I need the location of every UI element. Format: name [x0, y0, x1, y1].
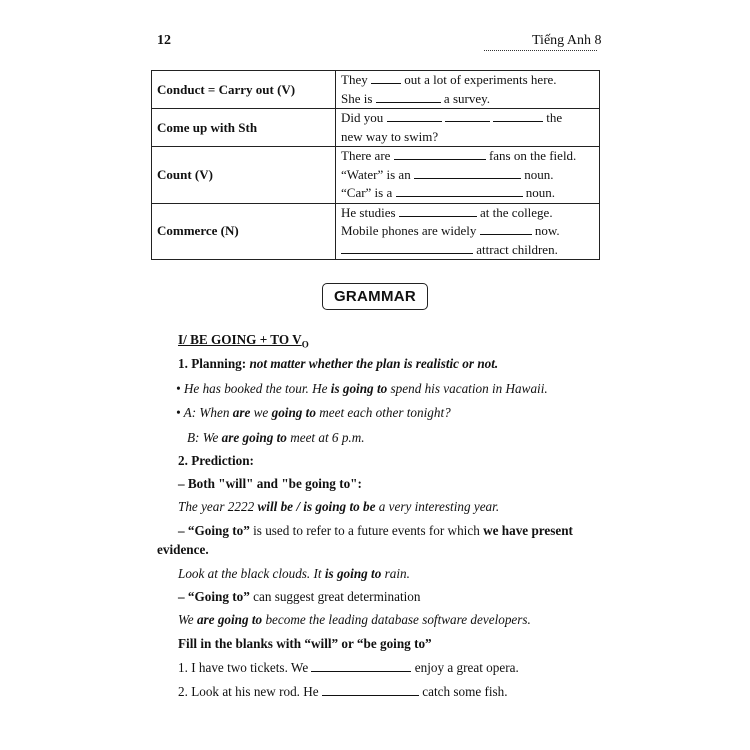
- sentence-text: fans on the field.: [488, 148, 577, 163]
- answer-blank[interactable]: [322, 684, 419, 696]
- example-sentence: [341, 184, 599, 203]
- question-2: 2. Look at his new rod. He catch some fish.: [178, 684, 508, 699]
- example-sentence: [341, 71, 599, 90]
- example-sentence: [341, 166, 599, 185]
- vocab-row: [152, 147, 600, 204]
- example-6: We are going to become the leading database software developers.: [178, 612, 531, 627]
- answer-blank[interactable]: [311, 660, 411, 672]
- answer-blank[interactable]: [396, 185, 523, 197]
- example-sentence: [341, 222, 599, 241]
- sentence-text: attract children.: [476, 241, 558, 257]
- vocab-examples: [336, 147, 600, 204]
- vocab-examples: [336, 71, 600, 109]
- example-sentence: [341, 90, 599, 109]
- sentence-text: “Water” is an: [341, 166, 411, 182]
- answer-blank[interactable]: [414, 167, 521, 179]
- vocab-row: [152, 203, 600, 260]
- both-label: – Both "will" and "be going to":: [178, 476, 362, 491]
- vocab-word: Come up with Sth: [152, 109, 336, 147]
- example-sentence: [341, 109, 599, 128]
- answer-blank[interactable]: [493, 110, 543, 122]
- answer-blank[interactable]: [387, 110, 442, 122]
- vocab-word: Count (V): [152, 147, 336, 204]
- example-5: Look at the black clouds. It is going to rain.: [178, 566, 410, 581]
- sentence-text: “Car” is a: [341, 185, 393, 200]
- grammar-title-box: GRAMMAR: [322, 283, 428, 310]
- header-rule: [484, 50, 597, 51]
- evidence-line-end: evidence.: [157, 542, 209, 557]
- sentence-text: He studies: [341, 204, 396, 220]
- answer-blank[interactable]: [445, 110, 490, 122]
- example-1: • He has booked the tour. He is going to spend his vacation in Hawaii.: [176, 381, 548, 396]
- answer-blank[interactable]: [480, 223, 532, 235]
- example-sentence: [341, 204, 599, 223]
- sentence-text: the: [546, 110, 563, 125]
- sentence-text: at the college.: [480, 204, 553, 220]
- sentence-text: noun.: [525, 185, 556, 200]
- sentence-text: There are: [341, 148, 391, 163]
- answer-blank[interactable]: [371, 72, 401, 84]
- vocab-row: [152, 109, 600, 147]
- answer-blank[interactable]: [399, 205, 477, 217]
- example-sentence: [341, 241, 599, 260]
- book-title: Tiếng Anh 8: [532, 33, 602, 48]
- example-sentence: [341, 128, 599, 147]
- sentence-text: noun.: [524, 166, 554, 182]
- answer-blank[interactable]: [341, 242, 473, 254]
- vocab-examples: [336, 203, 600, 260]
- example-3: B: We are going to meet at 6 p.m.: [187, 430, 365, 445]
- vocab-examples: [336, 109, 600, 147]
- sentence-text: a survey.: [443, 90, 491, 106]
- exercise-title: Fill in the blanks with “will” or “be going to”: [178, 636, 432, 651]
- sentence-text: Mobile phones are widely: [341, 223, 477, 238]
- page-number: 12: [157, 33, 171, 48]
- answer-blank[interactable]: [376, 91, 441, 103]
- answer-blank[interactable]: [394, 148, 486, 160]
- vocab-row: [152, 71, 600, 109]
- section-heading: I/ BE GOING + TO $V_O$: [178, 332, 309, 350]
- sentence-text: She is: [341, 90, 373, 106]
- determination-line: – “Going to” can suggest great determination: [178, 589, 421, 604]
- planning-line: 1. Planning: not matter whether the plan is realistic or not.: [178, 356, 499, 371]
- example-sentence: [341, 147, 599, 166]
- example-2: • A: When are we going to meet each other tonight?: [176, 405, 451, 420]
- sentence-text: new way to swim?: [341, 128, 439, 144]
- sentence-text: They: [341, 72, 368, 87]
- vocab-word: Conduct = Carry out (V): [152, 71, 336, 109]
- example-4: The year 2222 will be / is going to be a very interesting year.: [178, 499, 500, 514]
- sentence-text: now.: [534, 223, 560, 238]
- vocabulary-table: [151, 70, 600, 260]
- prediction-label: 2. Prediction:: [178, 453, 254, 468]
- vocab-word: Commerce (N): [152, 203, 336, 260]
- evidence-line: – “Going to” is used to refer to a future events for which we have present: [178, 523, 573, 538]
- sentence-text: out a lot of experiments here.: [404, 72, 557, 87]
- question-1: 1. I have two tickets. We enjoy a great opera.: [178, 660, 519, 675]
- sentence-text: Did you: [341, 110, 384, 125]
